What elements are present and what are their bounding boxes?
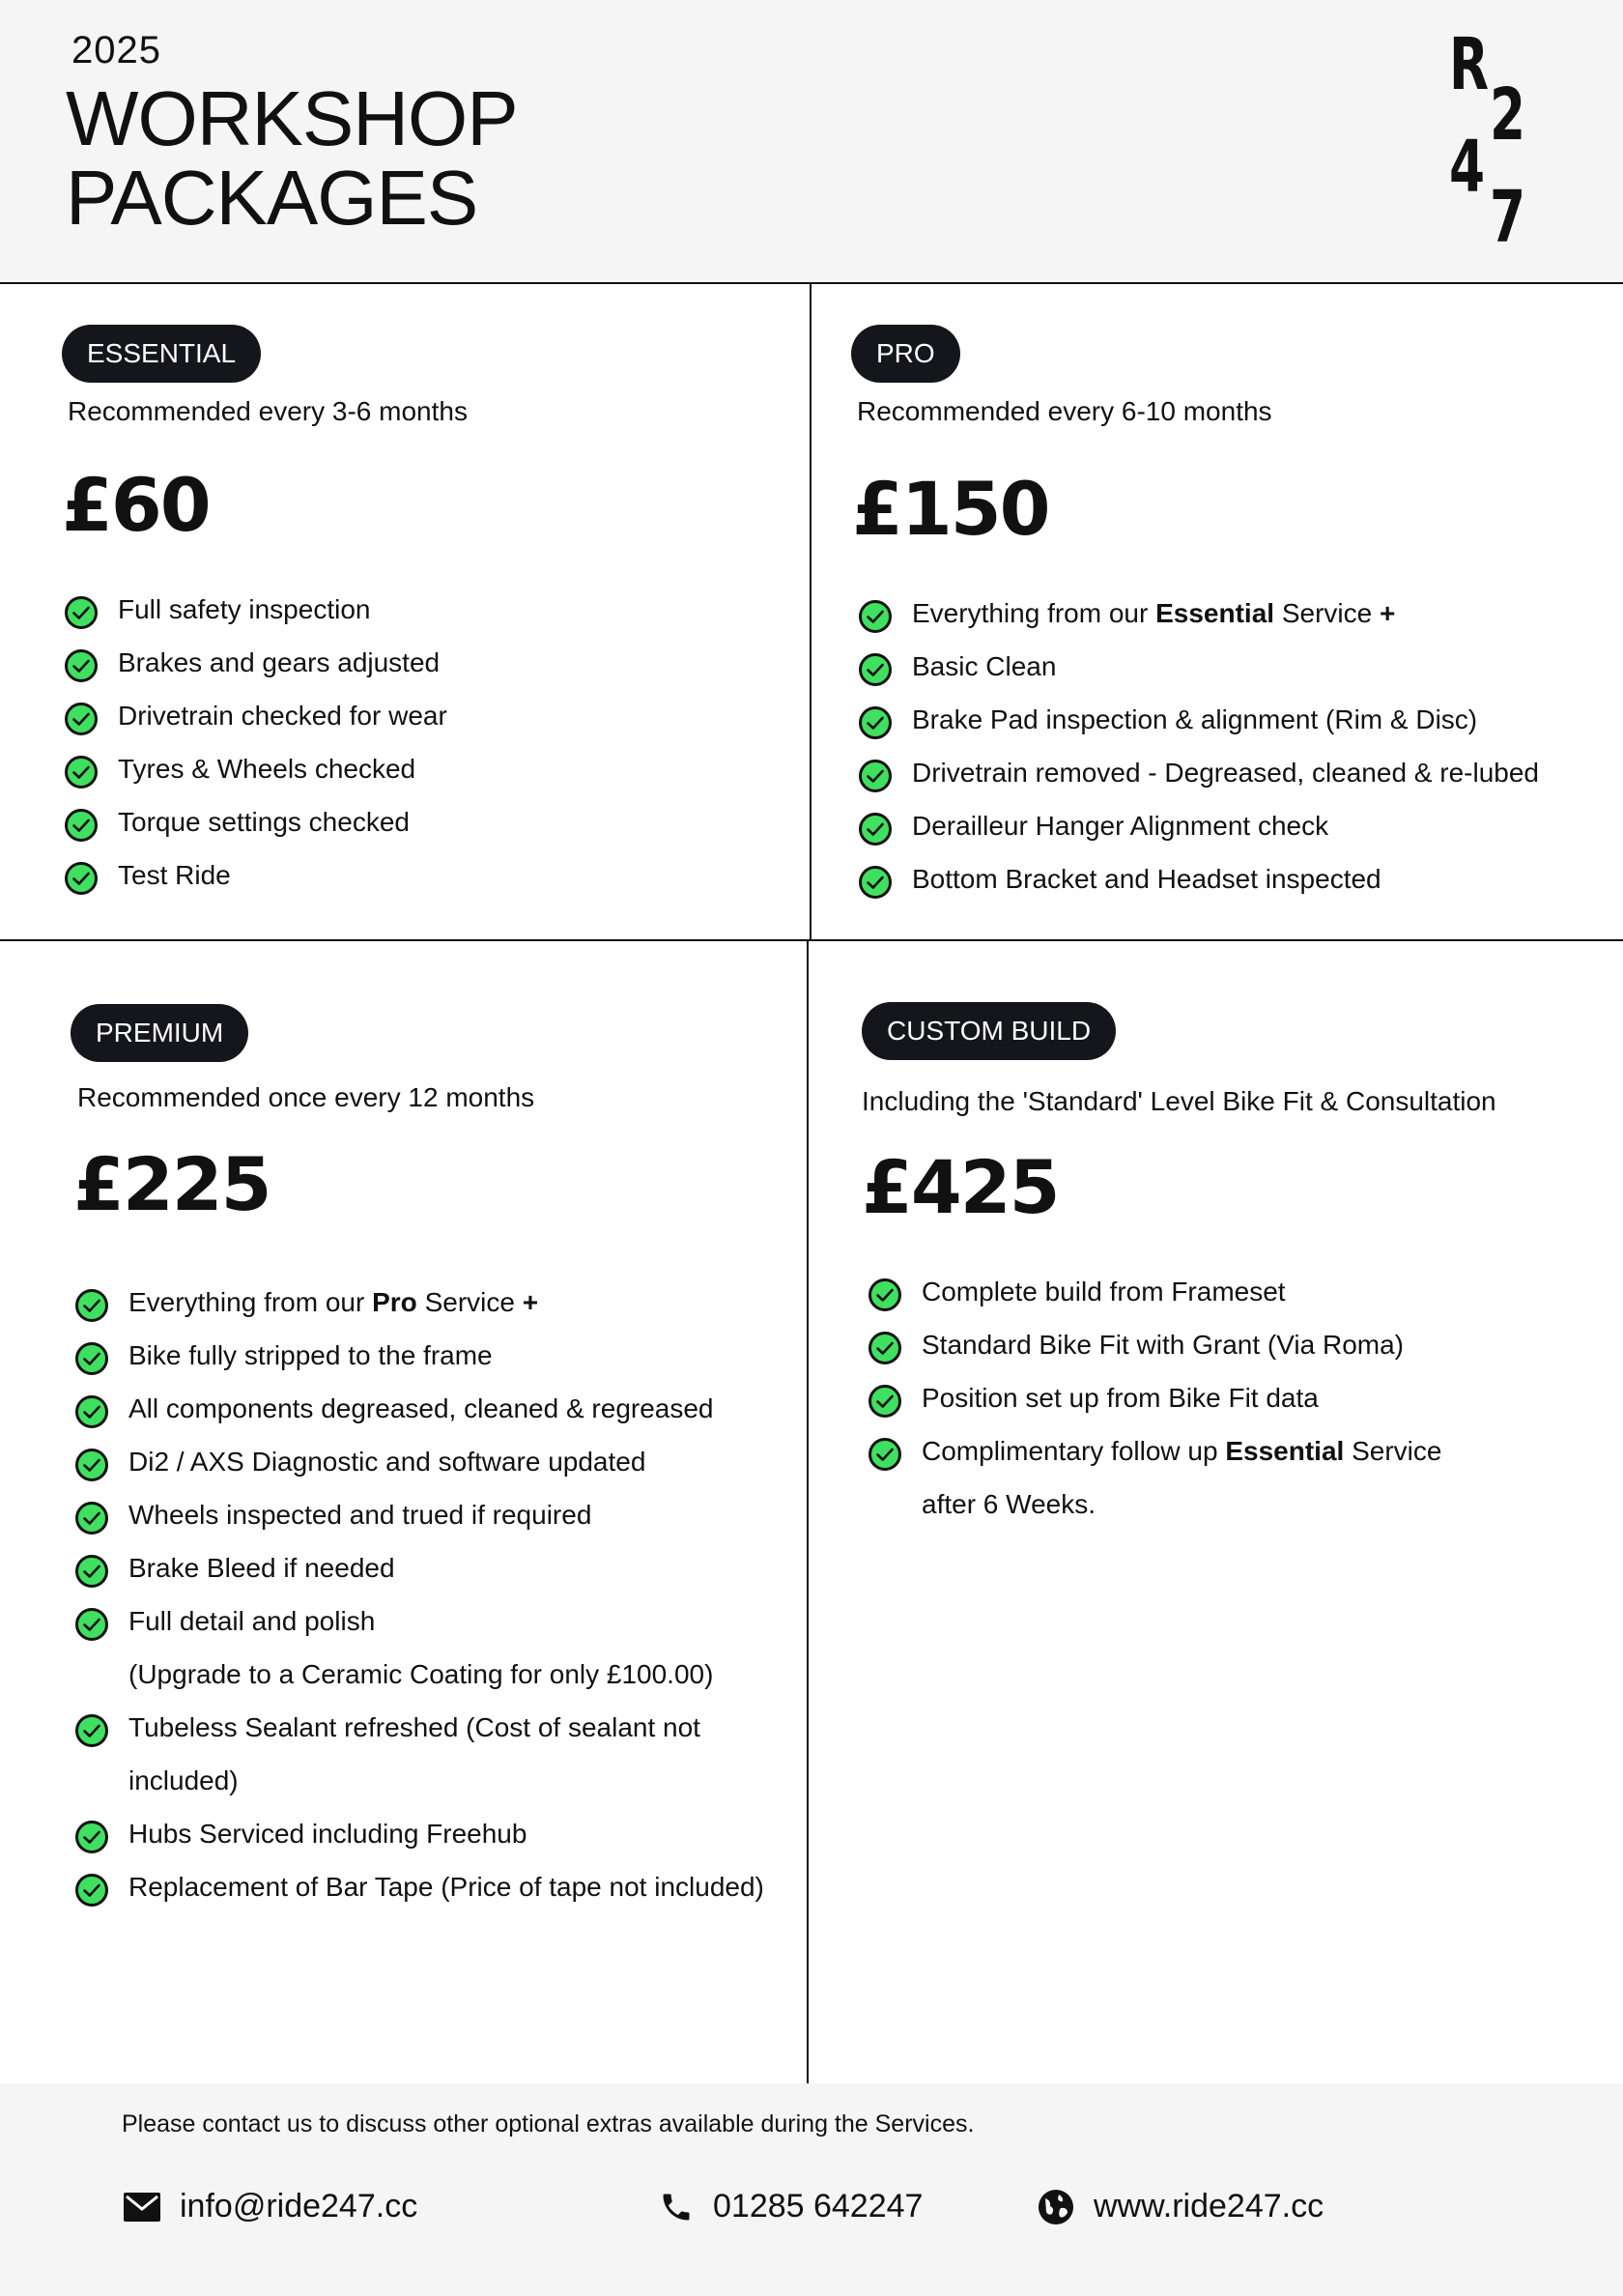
list-item: Test Ride <box>64 848 447 902</box>
logo-digit-4: 4 <box>1449 126 1486 209</box>
check-icon <box>74 1607 109 1642</box>
check-icon <box>868 1331 902 1365</box>
list-item: Bottom Bracket and Headset inspected <box>858 852 1539 905</box>
list-item: Drivetrain removed - Degreased, cleaned & re-lubed <box>858 746 1539 799</box>
logo-digit-7: 7 <box>1490 176 1526 259</box>
list-item: Everything from our Essential Service + <box>858 587 1539 640</box>
pro-price: £150 <box>852 466 1049 552</box>
list-item: Wheels inspected and trued if required <box>74 1488 764 1541</box>
list-item: All components degreased, cleaned & regreased <box>74 1382 764 1435</box>
list-item: Complimentary follow up Essential Service <box>868 1424 1441 1478</box>
list-item: Brake Pad inspection & alignment (Rim & Disc) <box>858 693 1539 746</box>
list-item: Basic Clean <box>858 640 1539 693</box>
list-item: Replacement of Bar Tape (Price of tape not included) <box>74 1860 764 1913</box>
premium-price: £225 <box>73 1141 270 1227</box>
check-icon <box>74 1448 109 1482</box>
website-link[interactable]: www.ride247.cc <box>1094 2188 1324 2224</box>
divider-vertical-bottom <box>807 939 809 2083</box>
r247-logo <box>1449 23 1536 259</box>
title-line-1: WORKSHOP <box>66 75 518 161</box>
list-item: Tubeless Sealant refreshed (Cost of sealant not <box>74 1701 764 1754</box>
check-icon <box>74 1341 109 1376</box>
custom-build-price: £425 <box>862 1144 1059 1230</box>
list-item: Drivetrain checked for wear <box>64 689 447 742</box>
list-item: Full detail and polish <box>74 1594 764 1648</box>
email-contact[interactable] <box>124 2188 417 2225</box>
list-item: Tyres & Wheels checked <box>64 742 447 795</box>
list-item: Brake Bleed if needed <box>74 1541 764 1594</box>
check-icon <box>74 1873 109 1908</box>
list-item: Everything from our Pro Service + <box>74 1276 764 1329</box>
check-icon <box>858 705 893 740</box>
essential-badge: ESSENTIAL <box>62 325 261 383</box>
website-contact[interactable] <box>1038 2188 1324 2225</box>
check-icon <box>64 648 99 683</box>
globe-icon <box>1038 2189 1074 2225</box>
check-icon <box>64 861 99 896</box>
essential-feature-list <box>64 583 447 902</box>
list-item: Position set up from Bike Fit data <box>868 1371 1441 1424</box>
page-title <box>66 75 518 241</box>
essential-recommendation: Recommended every 3-6 months <box>68 396 468 426</box>
check-icon <box>868 1437 902 1472</box>
envelope-icon <box>124 2193 160 2222</box>
check-icon <box>868 1277 902 1312</box>
check-icon <box>74 1501 109 1535</box>
list-item: Hubs Serviced including Freehub <box>74 1807 764 1860</box>
premium-feature-list <box>74 1276 764 1913</box>
list-item: Full safety inspection <box>64 583 447 636</box>
pro-feature-list <box>858 587 1539 905</box>
pro-recommendation: Recommended every 6-10 months <box>857 396 1272 426</box>
logo-letter-r: R <box>1449 23 1490 106</box>
check-icon <box>74 1394 109 1429</box>
list-item-note: (Upgrade to a Ceramic Coating for only £100.00) <box>128 1659 714 1689</box>
check-icon <box>74 1554 109 1589</box>
phone-contact[interactable] <box>659 2188 923 2225</box>
essential-price: £60 <box>62 462 210 548</box>
check-icon <box>868 1384 902 1419</box>
check-icon <box>64 808 99 843</box>
check-icon <box>64 755 99 789</box>
list-item: Brakes and gears adjusted <box>64 636 447 689</box>
header <box>0 0 1623 284</box>
custom-build-feature-list <box>868 1265 1441 1531</box>
list-item: Di2 / AXS Diagnostic and software updated <box>74 1435 764 1488</box>
list-item: Bike fully stripped to the frame <box>74 1329 764 1382</box>
email-link[interactable]: info@ride247.cc <box>180 2188 418 2224</box>
title-line-2: PACKAGES <box>66 155 478 241</box>
list-item: Derailleur Hanger Alignment check <box>858 799 1539 852</box>
check-icon <box>74 1820 109 1854</box>
list-item: Complete build from Frameset <box>868 1265 1441 1318</box>
phone-number[interactable]: 01285 642247 <box>713 2188 924 2224</box>
check-icon <box>64 702 99 736</box>
phone-icon <box>659 2190 694 2224</box>
custom-build-description: Including the 'Standard' Level Bike Fit & Consultation <box>862 1086 1496 1116</box>
list-item: Standard Bike Fit with Grant (Via Roma) <box>868 1318 1441 1371</box>
check-icon <box>74 1713 109 1748</box>
premium-recommendation: Recommended once every 12 months <box>77 1082 535 1112</box>
footer-note: Please contact us to discuss other optional extras available during the Services. <box>122 2110 975 2138</box>
premium-badge: PREMIUM <box>71 1004 248 1062</box>
check-icon <box>74 1288 109 1323</box>
divider-horizontal <box>0 939 1623 941</box>
pro-badge: PRO <box>851 325 960 383</box>
divider-vertical-top <box>810 284 812 941</box>
check-icon <box>858 865 893 900</box>
list-item: Torque settings checked <box>64 795 447 848</box>
check-icon <box>64 595 99 630</box>
custom-build-badge: CUSTOM BUILD <box>862 1002 1116 1060</box>
check-icon <box>858 759 893 793</box>
logo-digit-2: 2 <box>1490 73 1526 157</box>
list-item-continuation: after 6 Weeks. <box>922 1489 1096 1519</box>
check-icon <box>858 652 893 687</box>
year-label: 2025 <box>71 29 161 72</box>
check-icon <box>858 812 893 847</box>
list-item-continuation: included) <box>128 1765 239 1795</box>
check-icon <box>858 599 893 634</box>
